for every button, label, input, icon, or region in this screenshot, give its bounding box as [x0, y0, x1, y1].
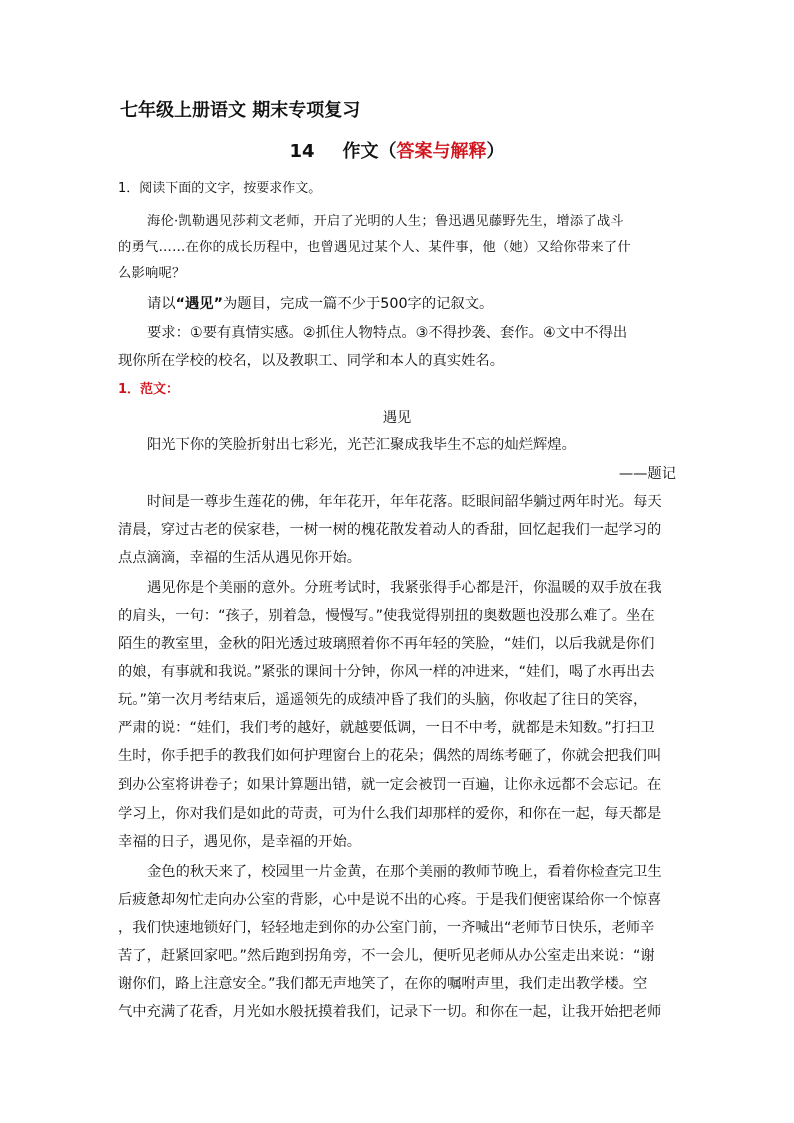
essay-line: 点点滴滴，幸福的生活从遇见你开始。 [118, 550, 362, 566]
essay-line: 严肃的说：“娃们，我们考的越好，就越要低调，一日不中考，就都是未知数。”打扫卫 [118, 720, 655, 736]
task-instruction [147, 294, 493, 314]
answer-label: 1．范文： [118, 382, 180, 397]
essay-line: ，我们快速地锁好门，轻轻地走到你的办公室门前，一齐喊出“老师节日快乐，老师辛 [118, 920, 655, 936]
essay-line: 气中充满了花香，月光如水般抚摸着我们，记录下一切。和你在一起，让我开始把老师 [118, 1004, 662, 1020]
essay-line: 苦了，赶紧回家吧。”然后跑到拐角旁，不一会儿，便听见老师从办公室走出来说：“谢 [118, 948, 655, 964]
essay-line: 生时，你手把手的教我们如何护理窗台上的花朵；偶然的周练考砸了，你就会把我们叫 [118, 748, 662, 764]
essay-line: 清晨，穿过古老的侯家巷，一树一树的槐花散发着动人的香甜，回忆起我们一起学习的 [118, 522, 662, 538]
passage-line: 的勇气……在你的成长历程中，也曾遇见过某个人、某件事，他（她）又给你带来了什 [118, 240, 631, 255]
essay-line: 到办公室将讲卷子；如果计算题出错，就一定会被罚一百遍，让你永远都不会忘记。在 [118, 777, 662, 793]
essay-line: 的娘，有事就和我说。”紧张的课间十分钟，你风一样的冲进来，“娃们，喝了水再出去 [118, 664, 655, 680]
task-topic: “遇见” [175, 296, 223, 312]
essay-line: 遇见你是个美丽的意外。分班考试时，我紧张得手心都是汗，你温暖的双手放在我 [147, 580, 662, 596]
epigraph: 阳光下你的笑脸折射出七彩光，光芒汇聚成我毕生不忘的灿烂辉煌。 [147, 437, 576, 453]
requirements-line: 现你所在学校的校名，以及教职工、同学和本人的真实姓名。 [118, 353, 505, 369]
essay-line: 后疲惫却匆忙走向办公室的背影，心中是说不出的心疼。于是我们便密谋给你一个惊喜 [118, 892, 662, 908]
question-intro: 1．阅读下面的文字，按要求作文。 [118, 181, 322, 196]
task-prefix: 请以 [147, 296, 176, 312]
essay-line: 时间是一尊步生莲花的佛，年年花开，年年花落。眨眼间韶华躺过两年时光。每天 [147, 494, 662, 510]
essay-line: 幸福的日子，遇见你，是幸福的开始。 [118, 834, 362, 850]
section-answer-label: 答案与解释 [396, 141, 487, 162]
section-number: 14 [289, 141, 315, 162]
essay-line: 玩。”第一次月考结束后，遥遥领先的成绩冲昏了我们的头脑，你收起了往日的笑容， [118, 692, 648, 708]
section-close: ） [486, 141, 505, 162]
essay-line: 谢你们，路上注意安全。”我们都无声地笑了，在你的嘱咐声里，我们走出教学楼。空 [118, 976, 648, 992]
essay-title: 遇见 [382, 410, 412, 426]
passage-line: 海伦·凯勒遇见莎莉文老师，开启了光明的人生；鲁迅遇见藤野先生，增添了战斗 [147, 214, 624, 229]
requirements-line: 要求：①要有真情实感。②抓住人物特点。③不得抄袭、套作。④文中不得出 [147, 325, 628, 341]
course-title: 七年级上册语文 期末专项复习 [120, 100, 361, 121]
essay-line: 金色的秋天来了，校园里一片金黄，在那个美丽的教师节晚上，看着你检查完卫生 [147, 864, 662, 880]
passage-line: 么影响呢？ [118, 266, 186, 281]
essay-line: 陌生的教室里，金秋的阳光透过玻璃照着你不再年轻的笑脸，“娃们，以后我就是你们 [118, 636, 655, 652]
task-suffix: 为题目，完成一篇不少于500字的记叙文。 [222, 296, 494, 312]
section-name: 作文（ [342, 141, 397, 162]
essay-line: 的肩头，一句：“孩子，别着急，慢慢写。”使我觉得别扭的奥数题也没那么难了。坐在 [118, 608, 655, 624]
essay-line: 学习上，你对我们是如此的苛责，可为什么我们却那样的爱你，和你在一起，每天都是 [118, 806, 662, 822]
section-heading [0, 140, 794, 164]
epigraph-credit: ——题记 [618, 466, 676, 482]
